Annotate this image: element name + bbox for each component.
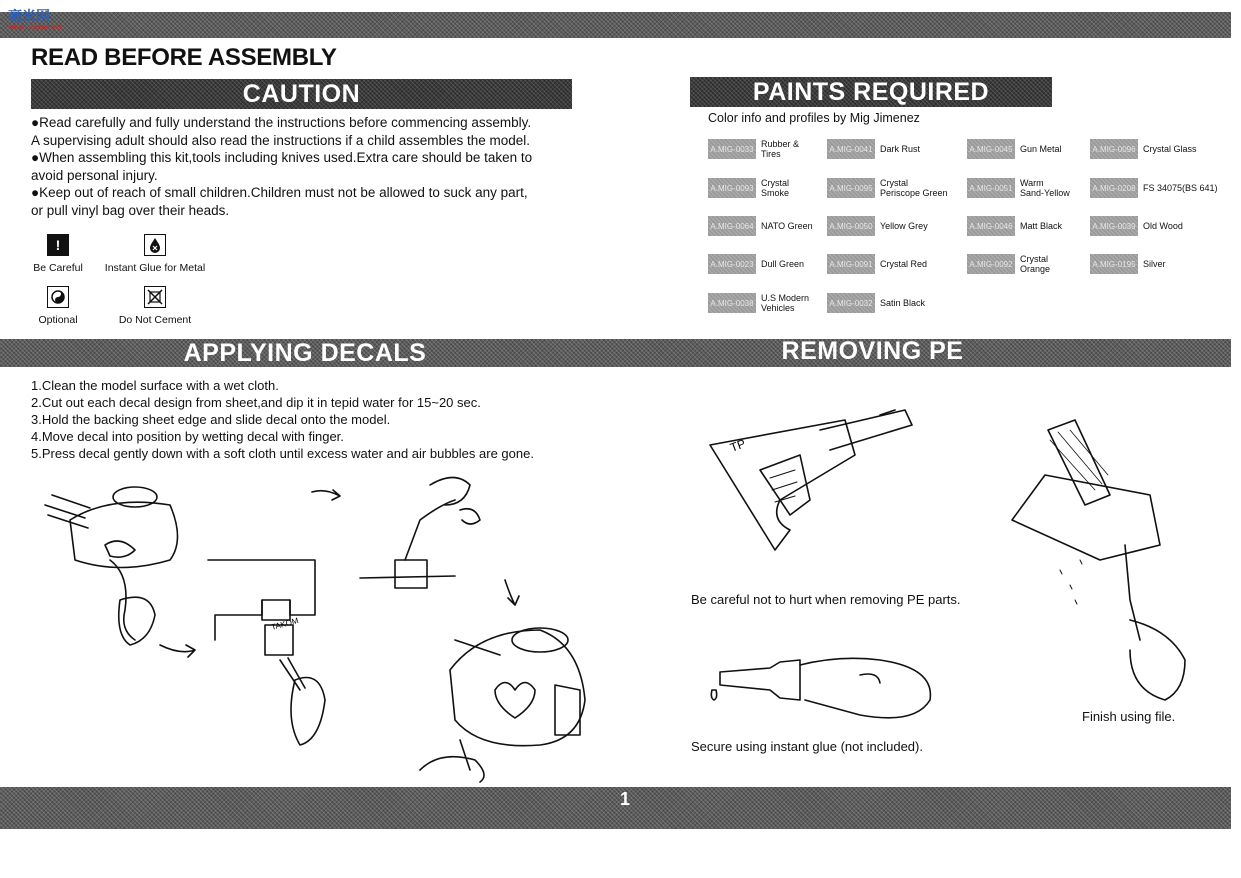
paint-swatch: A.MIG-0045 [967,139,1015,159]
turret-cleaning-illustration [45,487,178,645]
paint-swatch: A.MIG-0041 [827,139,875,159]
paint-item: A.MIG-0093 Crystal Smoke [708,178,838,198]
file-illustration [1012,420,1185,700]
decals-header: APPLYING DECALS [183,338,427,367]
page-number: 1 [619,789,630,809]
decal-step: 5.Press decal gently down with a soft cloth until excess water and air bubbles are gone. [31,446,534,461]
exclamation-icon: ! [47,234,69,256]
paint-item: A.MIG-0195 Silver [1090,254,1220,274]
pe-caption-careful: Be careful not to hurt when removing PE parts. [691,592,961,607]
paint-item: A.MIG-0092 Crystal Orange [967,254,1097,274]
caution-line: ●When assembling this kit,tools including knives used.Extra care should be taken to [31,150,533,165]
paint-item: A.MIG-0096 Crystal Glass [1090,139,1220,159]
paint-swatch: A.MIG-0051 [967,178,1015,198]
paint-swatch: A.MIG-0091 [827,254,875,274]
paint-item: A.MIG-0041 Dark Rust [827,139,957,159]
paint-swatch: A.MIG-0050 [827,216,875,236]
paint-swatch: A.MIG-0023 [708,254,756,274]
site-logo: 毫米网 www.hmmw.net [8,9,62,31]
pe-caption-finish: Finish using file. [1082,709,1176,724]
caution-line: ●Read carefully and fully understand the instructions before commencing assembly. [31,115,532,130]
pe-fret-illustration [710,410,912,550]
decal-step: 4.Move decal into position by wetting decal with finger. [31,429,344,444]
glue-bottle-illustration [711,658,930,718]
decal-sheet-label: TAKOM [270,616,300,632]
paint-item: A.MIG-0208 FS 34075(BS 641) [1090,178,1220,198]
paints-header: PAINTS REQUIRED [690,77,1052,107]
paint-item: A.MIG-0051 Warm Sand-Yellow [967,178,1097,198]
dip-water-illustration [360,478,480,589]
paint-item: A.MIG-0091 Crystal Red [827,254,957,274]
paint-item: A.MIG-0095 Crystal Periscope Green [827,178,957,198]
paint-item: A.MIG-0033 Rubber & Tires [708,139,838,159]
pe-fret-label: TP [728,436,748,455]
paint-item: A.MIG-0050 Yellow Grey [827,216,957,236]
paint-swatch: A.MIG-0033 [708,139,756,159]
paint-swatch: A.MIG-0208 [1090,178,1138,198]
paint-swatch: A.MIG-0095 [827,178,875,198]
paint-item: A.MIG-0039 Old Wood [1090,216,1220,236]
decal-sheet-illustration [208,560,325,745]
legend-optional: Optional [3,286,113,326]
paint-item: A.MIG-0038 U.S Modern Vehicles [708,293,838,313]
decal-step: 3.Hold the backing sheet edge and slide decal onto the model. [31,412,391,427]
paint-swatch: A.MIG-0096 [1090,139,1138,159]
paint-swatch: A.MIG-0046 [967,216,1015,236]
paint-swatch: A.MIG-0039 [1090,216,1138,236]
paint-item: A.MIG-0045 Gun Metal [967,139,1097,159]
legend-do-not-cement: Do Not Cement [100,286,210,326]
caution-header: CAUTION [31,79,572,109]
paint-swatch: A.MIG-0195 [1090,254,1138,274]
arrow-icon [505,580,519,605]
paints-intro: Color info and profiles by Mig Jimenez [708,111,920,125]
turret-decal-illustration [420,628,585,782]
caution-line: ●Keep out of reach of small children.Children must not be allowed to suck any part, [31,185,528,200]
decal-step: 1.Clean the model surface with a wet cloth. [31,378,279,393]
arrow-icon [312,490,340,500]
caution-line: avoid personal injury. [31,167,158,183]
pe-caption-secure: Secure using instant glue (not included). [691,739,923,754]
legend-be-careful: ! Be Careful [3,234,113,274]
paint-swatch: A.MIG-0064 [708,216,756,236]
paint-swatch: A.MIG-0032 [827,293,875,313]
paint-item: A.MIG-0023 Dull Green [708,254,838,274]
page-title: READ BEFORE ASSEMBLY [31,44,337,71]
legend-instant-glue: Instant Glue for Metal [100,234,210,274]
paint-swatch: A.MIG-0092 [967,254,1015,274]
paint-swatch: A.MIG-0038 [708,293,756,313]
arrow-icon [160,645,195,657]
paint-swatch: A.MIG-0093 [708,178,756,198]
caution-line: or pull vinyl bag over their heads. [31,202,230,218]
paint-item: A.MIG-0064 NATO Green [708,216,838,236]
decal-step: 2.Cut out each decal design from sheet,and dip it in tepid water for 15~20 sec. [31,395,481,410]
paint-item: A.MIG-0032 Satin Black [827,293,957,313]
paint-item: A.MIG-0046 Matt Black [967,216,1097,236]
pe-header: REMOVING PE [781,336,964,365]
caution-line: A supervising adult should also read the instructions if a child assembles the model. [31,132,531,148]
